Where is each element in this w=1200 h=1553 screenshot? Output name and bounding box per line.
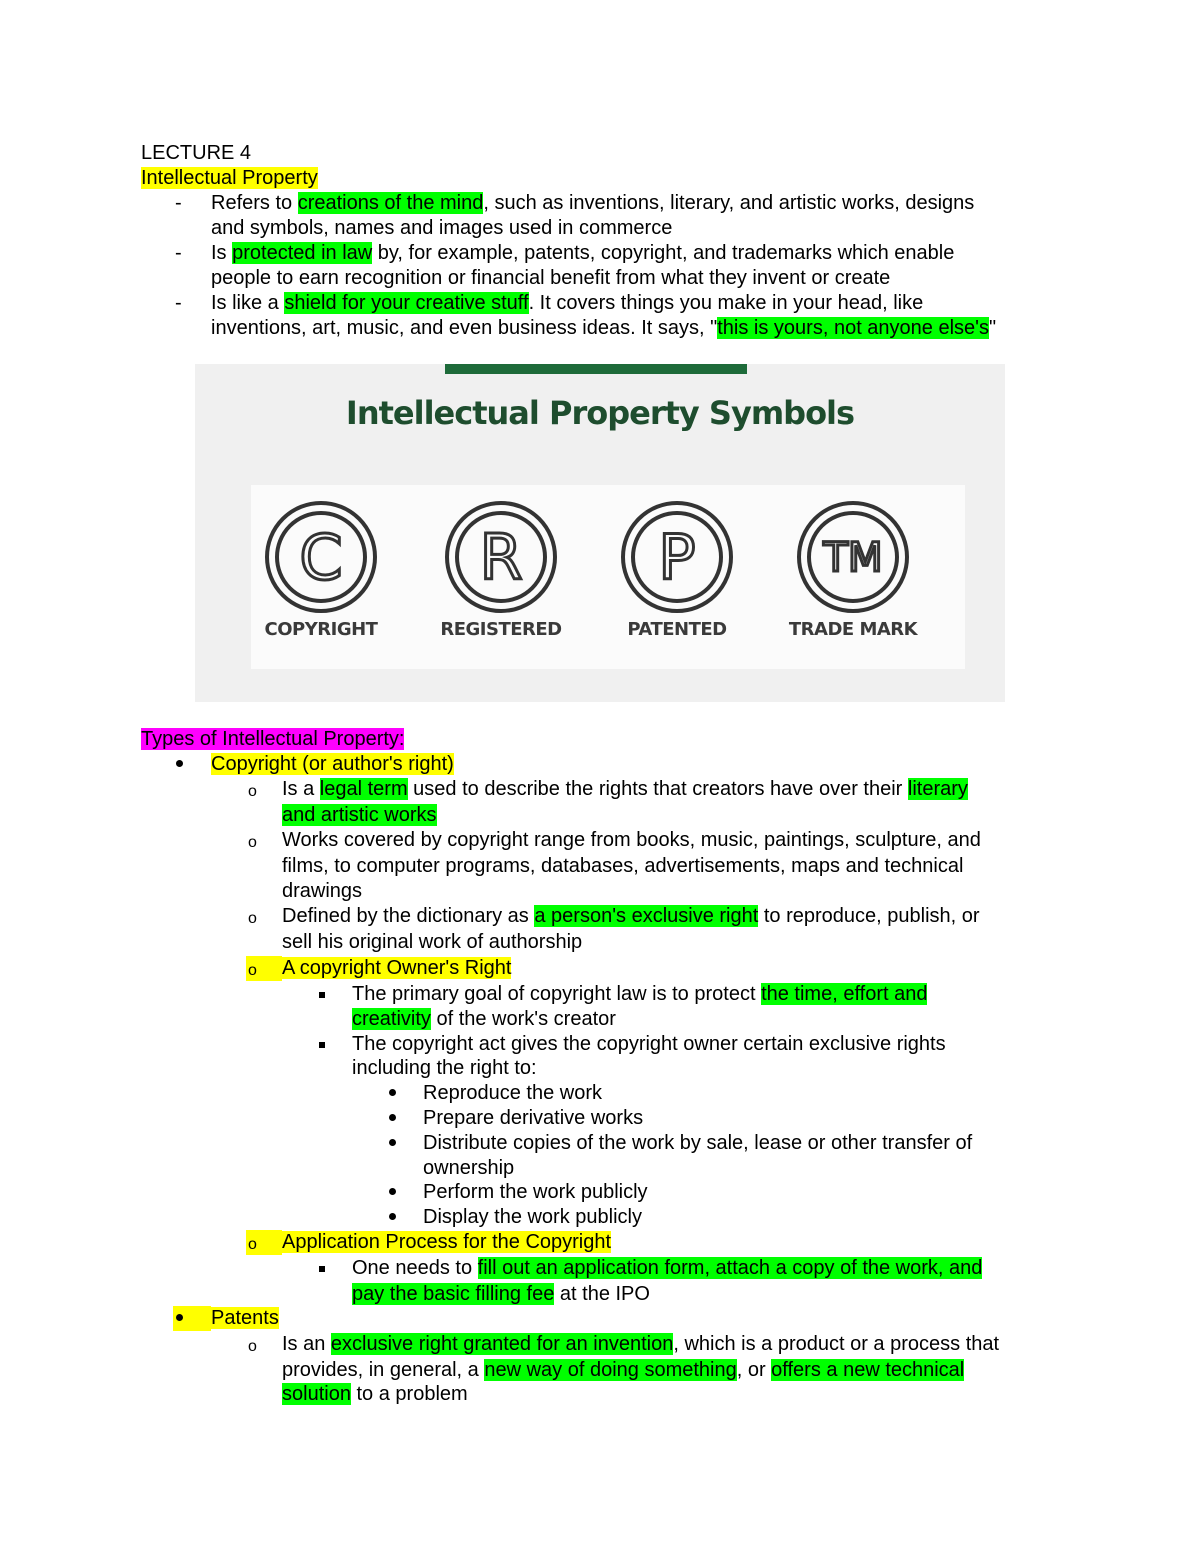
trademark-symbol bbox=[783, 501, 923, 640]
right-item: Perform the work publicly bbox=[423, 1181, 648, 1203]
square-bullet bbox=[319, 1042, 325, 1048]
figure-accent-bar bbox=[445, 364, 747, 374]
copyright-symbol bbox=[251, 501, 391, 640]
bullet-dot bbox=[389, 1089, 396, 1096]
list-item: Works covered by copyright range from books, music, paintings, sculpture, and bbox=[282, 829, 981, 851]
bullet-dot bbox=[389, 1213, 396, 1220]
circle-bullet: o bbox=[248, 783, 257, 800]
list-item-continuation: creativity of the work's creator bbox=[352, 1008, 616, 1030]
list-item-continuation: films, to computer programs, databases, advertisements, maps and technical bbox=[282, 855, 964, 877]
list-item: One needs to fill out an application form, attach a copy of the work, and bbox=[352, 1257, 983, 1279]
section-heading-intellectual-property: Intellectual Property bbox=[141, 167, 318, 189]
bullet-dot bbox=[389, 1188, 396, 1195]
list-item: Is a legal term used to describe the rights that creators have over their literary bbox=[282, 778, 968, 800]
list-item: Is an exclusive right granted for an invention, which is a product or a process that bbox=[282, 1333, 1000, 1355]
figure-title: Intellectual Property Symbols bbox=[345, 394, 855, 432]
circle-bullet: o bbox=[248, 1236, 257, 1253]
registered-label: REGISTERED bbox=[440, 619, 562, 640]
list-item: The primary goal of copyright law is to protect the time, effort and bbox=[352, 983, 928, 1005]
circle-bullet: o bbox=[248, 834, 257, 851]
bullet-dot bbox=[176, 1314, 183, 1321]
registered-symbol bbox=[431, 501, 571, 640]
list-item-continuation: drawings bbox=[282, 880, 363, 902]
symbols-card bbox=[251, 485, 965, 669]
application-process-heading: Application Process for the Copyright bbox=[282, 1231, 612, 1253]
list-item-continuation: inventions, art, music, and even business ideas. It says, "this is yours, not anyone else's" bbox=[211, 317, 997, 339]
list-item: Is like a shield for your creative stuff. It covers things you make in your head, like bbox=[211, 292, 924, 314]
svg-text:P: P bbox=[658, 521, 696, 594]
bullet-dot bbox=[176, 760, 183, 767]
dash-bullet: - bbox=[175, 292, 182, 314]
svg-text:C: C bbox=[299, 521, 343, 594]
ip-symbols-figure bbox=[195, 364, 1005, 702]
lecture-title: LECTURE 4 bbox=[141, 142, 252, 164]
patented-label: PATENTED bbox=[627, 619, 727, 640]
list-item-continuation: solution to a problem bbox=[282, 1383, 468, 1405]
registered-icon bbox=[441, 501, 561, 613]
trademark-icon bbox=[793, 501, 913, 613]
list-item-continuation: sell his original work of authorship bbox=[282, 931, 583, 953]
patents-heading: Patents bbox=[211, 1307, 279, 1329]
copyright-heading: Copyright (or author's right) bbox=[211, 753, 454, 775]
copyright-icon bbox=[261, 501, 381, 613]
list-item-continuation: and artistic works bbox=[282, 804, 437, 826]
right-item: Display the work publicly bbox=[423, 1206, 642, 1228]
list-item-continuation: and symbols, names and images used in commerce bbox=[211, 217, 673, 239]
svg-text:R: R bbox=[479, 521, 523, 594]
copyright-label: COPYRIGHT bbox=[264, 619, 378, 640]
list-item-continuation: pay the basic filling fee at the IPO bbox=[352, 1283, 650, 1305]
list-item-continuation: people to earn recognition or financial benefit from what they invent or create bbox=[211, 267, 891, 289]
patented-symbol bbox=[607, 501, 747, 640]
svg-text:TM: TM bbox=[823, 535, 883, 581]
list-item: The copyright act gives the copyright owner certain exclusive rights bbox=[352, 1033, 946, 1055]
trademark-label: TRADE MARK bbox=[788, 619, 918, 640]
list-item: Is protected in law by, for example, patents, copyright, and trademarks which enable bbox=[211, 242, 955, 264]
right-item-continuation: ownership bbox=[423, 1157, 515, 1179]
list-item: Refers to creations of the mind, such as inventions, literary, and artistic works, designs bbox=[211, 192, 975, 214]
list-item: Defined by the dictionary as a person's exclusive right to reproduce, publish, or bbox=[282, 905, 980, 927]
square-bullet bbox=[319, 992, 325, 998]
dash-bullet: - bbox=[175, 242, 182, 264]
circle-bullet: o bbox=[248, 962, 257, 979]
square-bullet bbox=[319, 1266, 325, 1272]
circle-bullet: o bbox=[248, 1338, 257, 1355]
list-item-continuation: including the right to: bbox=[352, 1057, 537, 1079]
bullet-dot bbox=[389, 1139, 396, 1146]
owner-rights-heading: A copyright Owner's Right bbox=[282, 957, 512, 979]
right-item: Distribute copies of the work by sale, lease or other transfer of bbox=[423, 1132, 973, 1154]
list-item-continuation: provides, in general, a new way of doing something, or offers a new technical bbox=[282, 1359, 965, 1381]
patented-icon bbox=[617, 501, 737, 613]
circle-bullet: o bbox=[248, 910, 257, 927]
right-item: Prepare derivative works bbox=[423, 1107, 644, 1129]
right-item: Reproduce the work bbox=[423, 1082, 602, 1104]
bullet-dot bbox=[389, 1114, 396, 1121]
section-heading-types: Types of Intellectual Property: bbox=[141, 728, 405, 750]
dash-bullet: - bbox=[175, 192, 182, 214]
